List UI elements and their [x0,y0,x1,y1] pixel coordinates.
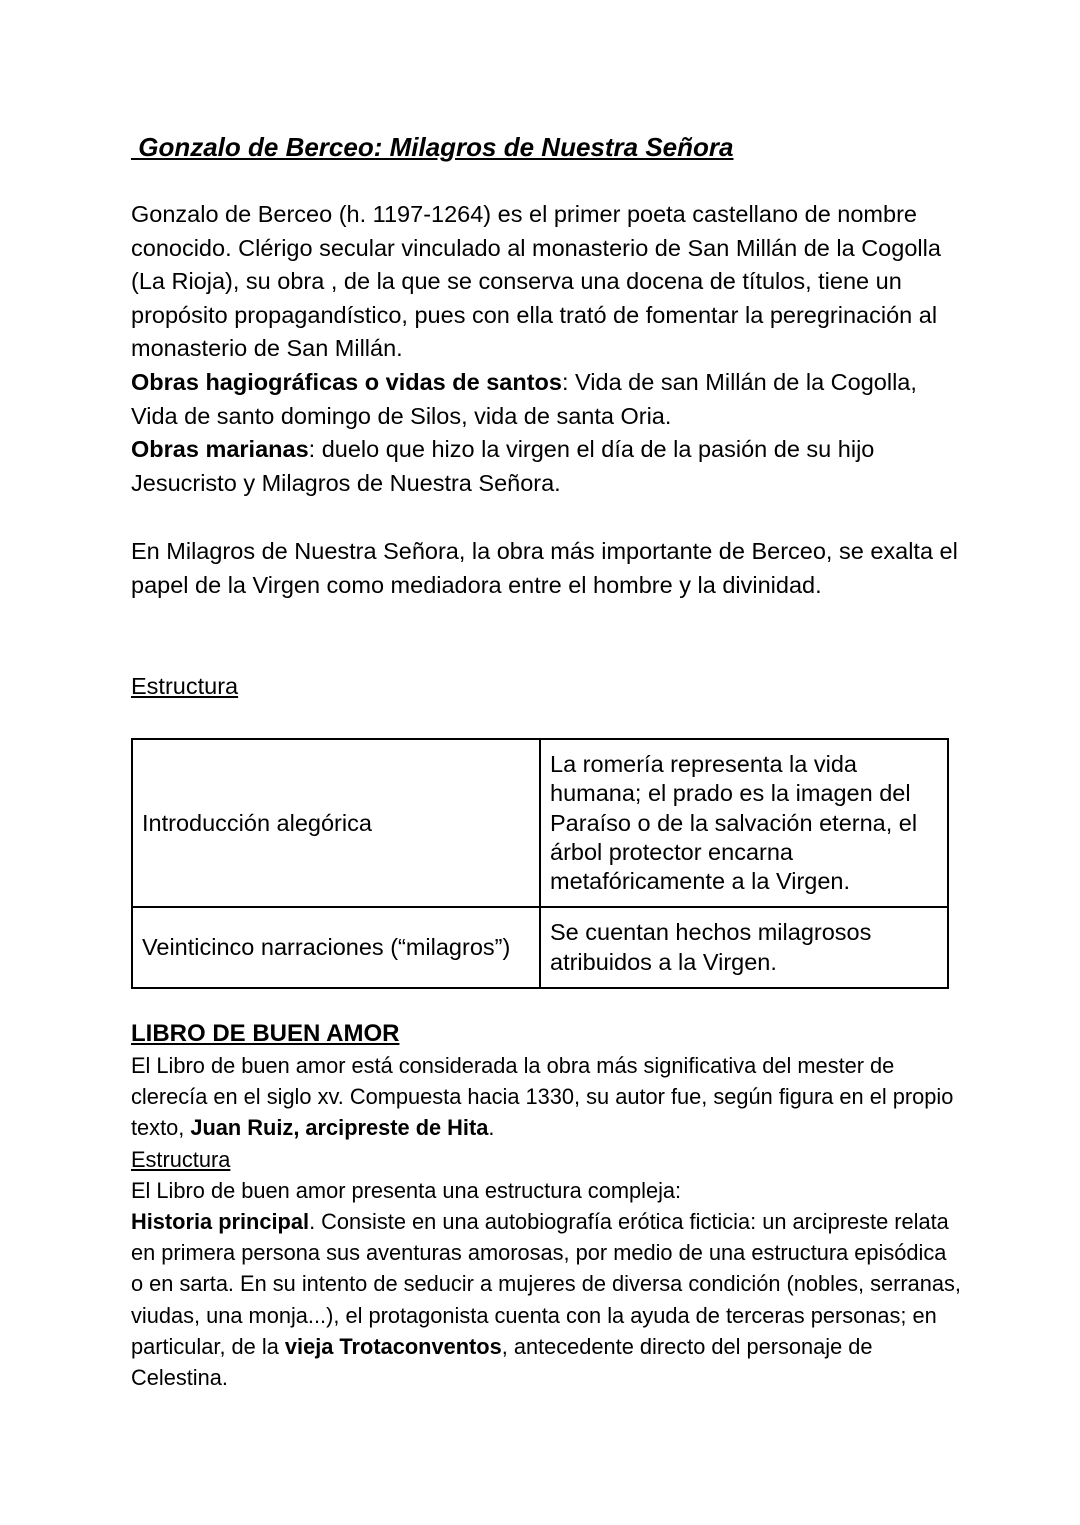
libro-intro-text: El Libro de buen amor está considerada la obra más significativa del mester de clerecía en el siglo xv. Compuesta hacia 1330, su autor fue, según figura en el propio texto, [131,1053,954,1141]
historia-text: . Consiste en una autobiografía erótica ficticia: un arcipreste relata en primera persona sus aventuras amorosas, por medio de una estructura episódica o en sarta. En su intento de seducir a mujeres de diversa condición (nobles, serranas, viudas, una monja...), el protagonista cuenta con la ayuda de terceras personas; en particular, de la [131,1209,961,1359]
historia-paragraph [131,1206,961,1393]
marianas-label: Obras marianas [131,436,309,463]
marianas-text: : duelo que hizo la virgen el día de la pasión de su hijo Jesucristo y Milagros de Nuestra Señora. [131,436,875,496]
hagiograficas-paragraph [131,366,961,433]
historia-label: Historia principal [131,1209,310,1235]
libro-section [131,1050,961,1393]
estructura-heading: Estructura [131,673,239,699]
estructura-table [131,738,949,989]
page-title: Gonzalo de Berceo: Milagros de Nuestra Señora [131,132,734,162]
vieja-label: vieja Trotaconventos [284,1333,502,1359]
berceo-intro-paragraph: Gonzalo de Berceo (h. 1197-1264) es el primer poeta castellano de nombre conocido. Clérigo secular vinculado al monasterio de San Millán de la Cogolla (La Rioja), su obra , de la que se conserva una docena de títulos, tiene un propósito propagandístico, pues con ella trató de fomentar la peregrinación al monasterio de San Millán. [131,201,941,362]
table-cell-description: Se cuentan hechos milagrosos atribuidos a la Virgen. [540,907,948,988]
table-row [132,907,948,988]
table-cell-description: La romería representa la vida humana; el prado es la imagen del Paraíso o de la salvación eterna, el árbol protector encarna metafóricamente a la Virgen. [540,739,948,907]
berceo-intro-section [131,198,961,500]
libro-estructura-heading: Estructura [131,1146,231,1172]
milagros-paragraph: En Milagros de Nuestra Señora, la obra más importante de Berceo, se exalta el papel de la Virgen como mediadora entre el hombre y la divinidad. [131,538,958,598]
libro-intro-paragraph [131,1050,961,1144]
historia-end: , antecedente directo del personaje de Celestina. [131,1333,873,1391]
hagiograficas-text: : Vida de san Millán de la Cogolla, Vida de santo domingo de Silos, vida de santa Oria. [131,368,917,429]
table-cell-part: Veinticinco narraciones (“milagros”) [132,907,540,988]
table-row [132,739,948,907]
table-cell-part: Introducción alegórica [132,739,540,907]
libro-estructura-intro: El Libro de buen amor presenta una estructura compleja: [131,1177,682,1203]
marianas-paragraph [131,433,961,500]
libro-heading: LIBRO DE BUEN AMOR [131,1020,400,1047]
libro-intro-end: . [488,1115,495,1141]
hagiograficas-label: Obras hagiográficas o vidas de santos [131,368,562,395]
libro-author: Juan Ruiz, arcipreste de Hita [190,1115,489,1141]
